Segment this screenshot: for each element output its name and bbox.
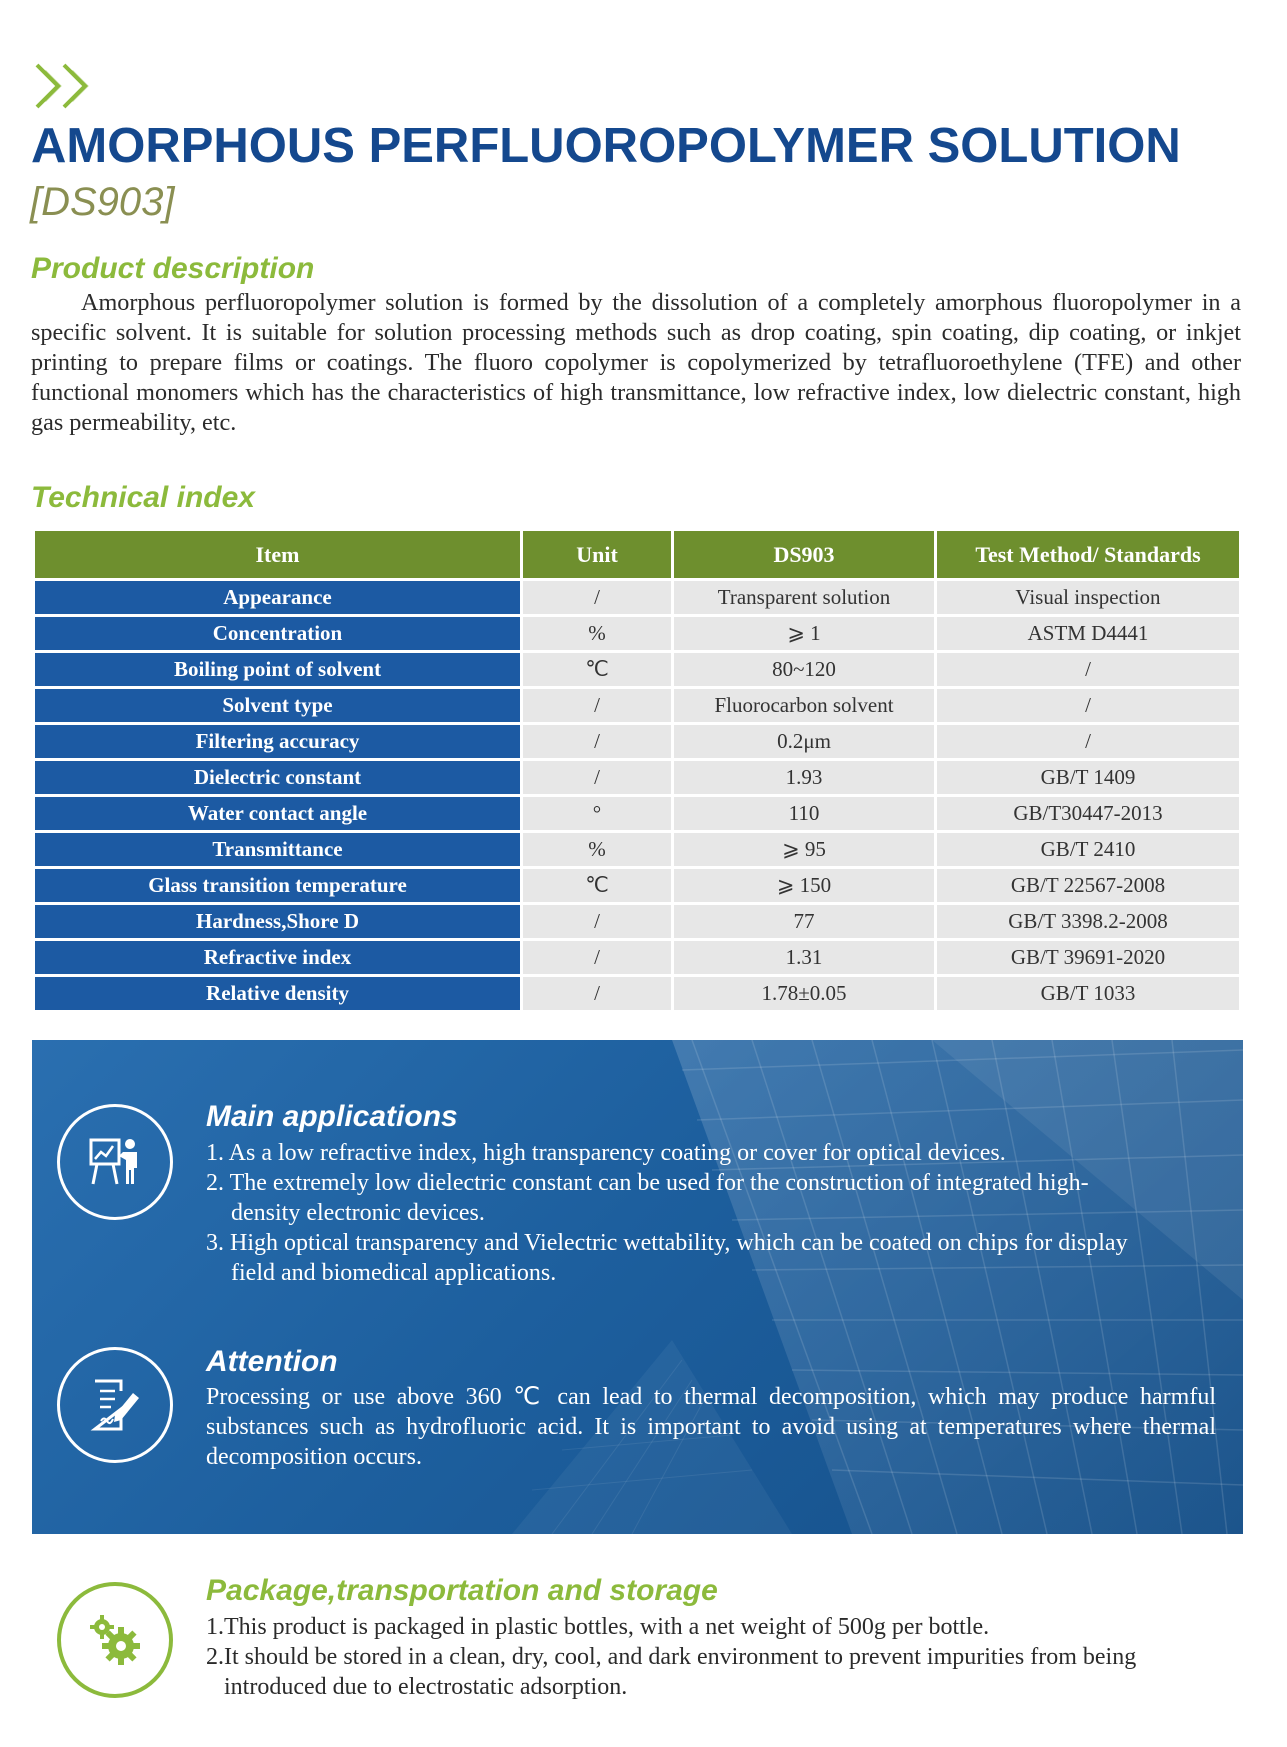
table-row (35, 797, 1239, 830)
standard-cell: GB/T 1409 (937, 761, 1239, 794)
unit-cell: / (523, 725, 671, 758)
main-applications-heading: Main applications (206, 1100, 458, 1133)
value-cell: ⩾ 1 (674, 617, 934, 650)
item-cell: Solvent type (35, 689, 520, 722)
unit-cell: / (523, 581, 671, 614)
table-row (35, 617, 1239, 650)
unit-cell: ° (523, 797, 671, 830)
value-cell: Transparent solution (674, 581, 934, 614)
unit-cell: % (523, 617, 671, 650)
technical-index-heading: Technical index (31, 481, 255, 514)
document-pen-icon (85, 1375, 145, 1435)
value-cell: 1.93 (674, 761, 934, 794)
item-cell: Hardness,Shore D (35, 905, 520, 938)
column-header-ds903: DS903 (674, 531, 934, 578)
unit-cell: / (523, 977, 671, 1010)
main-applications-list (206, 1138, 1146, 1288)
unit-cell: / (523, 761, 671, 794)
package-heading: Package,transportation and storage (206, 1574, 718, 1607)
standard-cell: / (937, 689, 1239, 722)
value-cell: ⩾ 150 (674, 869, 934, 902)
table-row (35, 833, 1239, 866)
double-chevron-icon (34, 62, 96, 110)
applications-panel (32, 1040, 1243, 1534)
product-description-heading: Product description (31, 252, 315, 285)
table-row (35, 761, 1239, 794)
standard-cell: / (937, 725, 1239, 758)
item-cell: Transmittance (35, 833, 520, 866)
presentation-board-icon (85, 1132, 145, 1192)
item-cell: Boiling point of solvent (35, 653, 520, 686)
package-list (206, 1612, 1216, 1702)
standard-cell: GB/T 39691-2020 (937, 941, 1239, 974)
column-header-unit: Unit (523, 531, 671, 578)
standard-cell: GB/T 1033 (937, 977, 1239, 1010)
table-row (35, 725, 1239, 758)
product-code: [DS903] (30, 180, 175, 224)
value-cell: 77 (674, 905, 934, 938)
page-title: AMORPHOUS PERFLUOROPOLYMER SOLUTION (31, 119, 1181, 173)
item-cell: Refractive index (35, 941, 520, 974)
standard-cell: GB/T 2410 (937, 833, 1239, 866)
table-row (35, 653, 1239, 686)
main-applications-badge (57, 1104, 173, 1220)
standard-cell: GB/T 22567-2008 (937, 869, 1239, 902)
unit-cell: ℃ (523, 653, 671, 686)
item-cell: Relative density (35, 977, 520, 1010)
unit-cell: ℃ (523, 869, 671, 902)
attention-heading: Attention (206, 1345, 338, 1378)
column-header-test-method: Test Method/ Standards (937, 531, 1239, 578)
item-cell: Dielectric constant (35, 761, 520, 794)
standard-cell: / (937, 653, 1239, 686)
item-cell: Concentration (35, 617, 520, 650)
package-badge (57, 1582, 173, 1698)
unit-cell: % (523, 833, 671, 866)
list-item: 2. The extremely low dielectric constant can be used for the construction of integrated high-density electronic devices. (206, 1170, 1089, 1226)
unit-cell: / (523, 689, 671, 722)
table-row (35, 905, 1239, 938)
gears-icon (85, 1610, 145, 1670)
standard-cell: ASTM D4441 (937, 617, 1239, 650)
table-row (35, 581, 1239, 614)
value-cell: 1.78±0.05 (674, 977, 934, 1010)
standard-cell: Visual inspection (937, 581, 1239, 614)
table-row (35, 977, 1239, 1010)
list-item: 2.It should be stored in a clean, dry, cool, and dark environment to prevent impurities from being introduced due to electrostatic adsorption. (206, 1644, 1137, 1700)
list-item: 1. As a low refractive index, high transparency coating or cover for optical devices. (206, 1140, 1006, 1166)
table-row (35, 869, 1239, 902)
value-cell: 110 (674, 797, 934, 830)
item-cell: Appearance (35, 581, 520, 614)
column-header-item: Item (35, 531, 520, 578)
table-row (35, 689, 1239, 722)
item-cell: Glass transition temperature (35, 869, 520, 902)
technical-index-table (32, 528, 1242, 1013)
value-cell: ⩾ 95 (674, 833, 934, 866)
value-cell: 0.2μm (674, 725, 934, 758)
table-row (35, 941, 1239, 974)
list-item: 3. High optical transparency and Vielectric wettability, which can be coated on chips for display field and biomedical applications. (206, 1230, 1128, 1286)
unit-cell: / (523, 905, 671, 938)
list-item: 1.This product is packaged in plastic bottles, with a net weight of 500g per bottle. (206, 1614, 990, 1640)
value-cell: 1.31 (674, 941, 934, 974)
item-cell: Water contact angle (35, 797, 520, 830)
item-cell: Filtering accuracy (35, 725, 520, 758)
attention-text: Processing or use above 360 ℃ can lead to thermal decomposition, which may produce harmful substances such as hydrofluoric acid. It is important to avoid using at temperatures where thermal decomposition occurs. (206, 1384, 1216, 1470)
value-cell: Fluorocarbon solvent (674, 689, 934, 722)
table-header-row (35, 531, 1239, 578)
value-cell: 80~120 (674, 653, 934, 686)
attention-badge (57, 1347, 173, 1463)
standard-cell: GB/T 3398.2-2008 (937, 905, 1239, 938)
standard-cell: GB/T30447-2013 (937, 797, 1239, 830)
product-description-text: Amorphous perfluoropolymer solution is formed by the dissolution of a completely amorphous fluoropolymer in a specific solvent. It is suitable for solution processing methods such as drop coating, spin coating, dip coating, or inkjet printing to prepare films or coatings. The fluoro copolymer is copolymerized by tetrafluoroethylene (TFE) and other functional monomers which has the characteristics of high transmittance, low refractive index, low dielectric constant, high gas permeability, etc. (31, 289, 1241, 436)
unit-cell: / (523, 941, 671, 974)
